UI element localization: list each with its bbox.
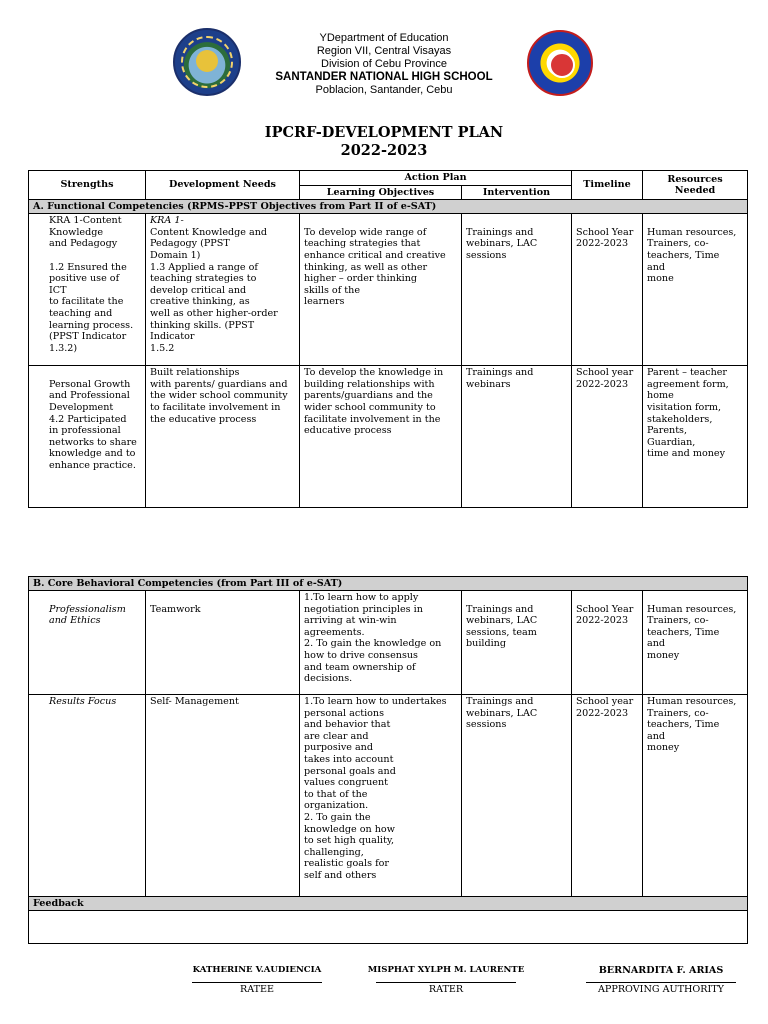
- header-address: Poblacion, Santander, Cebu: [315, 84, 453, 96]
- rater-role: RATER: [428, 984, 464, 995]
- learning-objectives-cell: To develop the knowledge in building relationships with parents/guardians and the wider school community to facilitate involvement in the educative process: [300, 366, 462, 508]
- table-row: [29, 695, 748, 897]
- development-needs-text: Content Knowledge and Pedagogy (PPST Domain 1) 1.3 Applied a range of teaching strategies to develop critical and creative thinking, as well as other higher-order thinking skills. (PPST Indicator 1.5.2: [150, 226, 278, 354]
- approving-authority-signature-line: [586, 982, 736, 983]
- rater-name: MISPHAT XYLPH M. LAURENTE: [367, 965, 525, 975]
- ratee-name: KATHERINE V.AUDIENCIA: [192, 965, 322, 975]
- development-needs-cell: Self- Management: [146, 695, 300, 897]
- intervention-cell: Trainings and webinars, LAC sessions: [462, 695, 572, 897]
- col-header-learning-objectives: Learning Objectives: [300, 185, 462, 200]
- kra-label: KRA 1-: [150, 215, 184, 227]
- feedback-label: Feedback: [29, 897, 748, 911]
- col-header-intervention: Intervention: [462, 185, 572, 200]
- development-needs-cell: [146, 214, 300, 366]
- header-division: Division of Cebu Province: [321, 58, 447, 70]
- ratee-role: RATEE: [239, 984, 275, 995]
- table-row: [29, 214, 748, 366]
- header-school-name: SANTANDER NATIONAL HIGH SCHOOL: [275, 71, 493, 83]
- section-a-title: A. Functional Competencies (RPMS-PPST Objectives from Part II of e-SAT): [29, 200, 748, 214]
- resources-cell: Human resources, Trainers, co- teachers, Time and money: [643, 695, 748, 897]
- timeline-cell: School year 2022-2023: [572, 366, 643, 508]
- document-year: 2022-2023: [340, 142, 428, 159]
- development-needs-cell: Built relationships with parents/ guardians and the wider school community to facilitate involvement in the educative process: [146, 366, 300, 508]
- col-header-strengths: Strengths: [29, 171, 146, 200]
- timeline-cell: School Year 2022-2023: [572, 591, 643, 695]
- resources-cell: Human resources, Trainers, co- teachers, Time and money: [643, 591, 748, 695]
- learning-objectives-cell: 1.To learn how to apply negotiation principles in arriving at win-win agreements. 2. To gain the knowledge on how to drive consensus and team ownership of decisions.: [300, 591, 462, 695]
- learning-objectives-cell: 1.To learn how to undertakes personal actions and behavior that are clear and purposive and takes into account personal goals and values congruent to that of the organization. 2. To gain the knowledge on how to set high quality, challenging, realistic goals for self and others: [300, 695, 462, 897]
- header-department: YDepartment of Education: [319, 32, 449, 44]
- strengths-cell: Results Focus: [29, 695, 146, 897]
- strengths-cell: Personal Growth and Professional Development 4.2 Participated in professional networks to share knowledge and to enhance practice.: [29, 366, 146, 508]
- col-header-timeline: Timeline: [572, 171, 643, 200]
- learning-objectives-cell: To develop wide range of teaching strategies that enhance critical and creative thinking, as well as other higher – order thinking skills of the learners: [300, 214, 462, 366]
- intervention-cell: Trainings and webinars: [462, 366, 572, 508]
- timeline-cell: School Year 2022-2023: [572, 214, 643, 366]
- section-b-title: B. Core Behavioral Competencies (from Part III of e-SAT): [29, 577, 748, 591]
- development-needs-cell: Teamwork: [146, 591, 300, 695]
- feedback-box: [29, 911, 748, 944]
- col-header-action-plan: Action Plan: [300, 171, 572, 186]
- table-row: [29, 591, 748, 695]
- development-plan-table-a: [28, 170, 748, 508]
- resources-cell: Parent – teacher agreement form, home visitation form, stakeholders, Parents, Guardian, time and money: [643, 366, 748, 508]
- ratee-signature-line: [192, 982, 322, 983]
- timeline-cell: School year 2022-2023: [572, 695, 643, 897]
- document-title: IPCRF-DEVELOPMENT PLAN: [264, 124, 504, 141]
- intervention-cell: Trainings and webinars, LAC sessions, team building: [462, 591, 572, 695]
- strengths-cell: KRA 1-Content Knowledge and Pedagogy 1.2 Ensured the positive use of ICT to facilitate the teaching and learning process. (PPST Indicator 1.3.2): [29, 214, 146, 366]
- col-header-resources: Resources Needed: [643, 171, 748, 200]
- col-header-development-needs: Development Needs: [146, 171, 300, 200]
- header-region: Region VII, Central Visayas: [316, 45, 452, 57]
- approving-authority-name: BERNARDITA F. ARIAS: [598, 965, 724, 976]
- development-plan-table-b: [28, 576, 748, 944]
- table-row: [29, 366, 748, 508]
- intervention-cell: Trainings and webinars, LAC sessions: [462, 214, 572, 366]
- rater-signature-line: [376, 982, 516, 983]
- resources-cell: Human resources, Trainers, co- teachers, Time and mone: [643, 214, 748, 366]
- approving-authority-role: APPROVING AUTHORITY: [598, 984, 724, 995]
- strengths-cell: Professionalism and Ethics: [29, 591, 146, 695]
